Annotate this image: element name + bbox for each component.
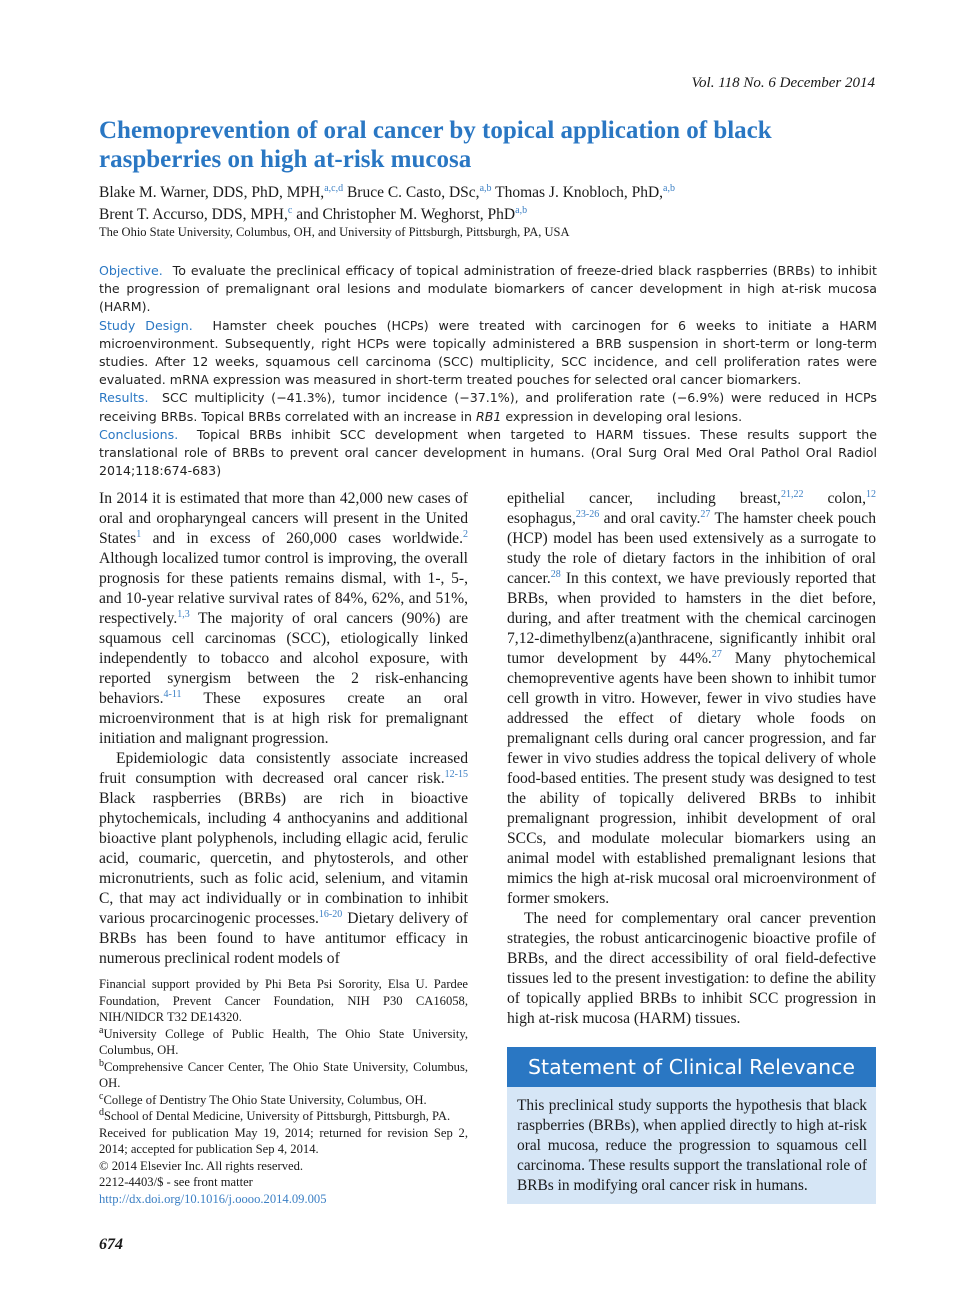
body-paragraph: The need for complementary oral cancer prevention strategies, the robust anticarcinogenic bioactive profile of BRBs, and the direct accessibility of oral field-defective tissues led to the present investigation: to define the ability of topically applied BRBs to inhibit SCC progression in high at-risk mucosa (HARM) tissues. — [507, 910, 876, 1027]
affil-text: School of Dental Medicine, University of Pittsburgh, Pittsburgh, PA. — [104, 1109, 451, 1123]
author-list — [99, 182, 879, 226]
footnotes — [99, 976, 468, 1207]
citation-ref[interactable]: 4-11 — [163, 688, 182, 700]
citation-ref[interactable]: 12-15 — [444, 768, 468, 780]
conclusions-label: Conclusions. — [99, 426, 179, 442]
body-text: Black raspberries (BRBs) are rich in bioactive phytochemicals, including 4 anthocyanins and additional bioactive plant polyphenols, including ellagic acid, ferulic acid, coumaric, quercetin, and phytosterols, and other micronutrients, such as folic acid, selenium, and vitamin C, that may act individually or in combination to inhibit various procarcinogenic processes. — [99, 790, 468, 927]
citation-ref[interactable]: 28 — [550, 568, 561, 580]
author-3-affil[interactable]: a,b — [663, 182, 675, 194]
article-title: Chemoprevention of oral cancer by topical application of black raspberries on high at-risk mucosa — [99, 117, 772, 173]
page-number: 674 — [99, 1236, 123, 1253]
results-label: Results. — [99, 390, 149, 406]
affiliation-line: The Ohio State University, Columbus, OH, and University of Pittsburgh, Pittsburgh, PA, USA — [99, 225, 570, 239]
body-column-left — [99, 489, 468, 969]
body-text: Many phytochemical chemopreventive agents have been shown to inhibit tumor cell growth in vitro. However, fewer in vivo studies have addressed the effect of dietary whole foods on premalignant cells during oral cancer progression, and far fewer in vivo studies address the topical delivery of whole food-based entities. The present study was designed to test the ability of topically delivered BRBs to inhibit premalignant progression, inhibit development of oral SCCs, and modulate molecular biomarkers using an animal model with established premalignant lesions that mimics the high at-risk mucosal oral microenvironment of former smokers. — [507, 650, 876, 907]
citation-ref[interactable]: 21,22 — [780, 488, 804, 500]
author-4-affil[interactable]: c — [287, 204, 293, 216]
affil-mark: b — [99, 1057, 104, 1069]
author-3: Thomas J. Knobloch, PhD, — [495, 184, 664, 201]
affiliation-note — [99, 1026, 468, 1059]
citation-ref[interactable]: 27 — [711, 648, 722, 660]
doi-link[interactable]: http://dx.doi.org/10.1016/j.oooo.2014.09.005 — [99, 1191, 327, 1206]
design-label: Study Design. — [99, 317, 193, 333]
body-text: The hamster cheek pouch (HCP) model has been used extensively as a surrogate to study the role of dietary factors in the inhibition of oral cancer. — [507, 510, 876, 587]
body-text: These exposures create an oral microenvironment that is at high risk for premalignant initiation and malignant progression. — [99, 690, 468, 747]
body-text: Although localized tumor control is improving, the overall prognosis for these patients remains dismal, with 1-, 5-, and 10-year relative survival rates of 84%, 62%, and 51%, respectively. — [99, 550, 468, 627]
author-5-affil[interactable]: a,b — [515, 204, 528, 216]
conclusions-text: Topical BRBs inhibit SCC development when targeted to HARM tissues. These results support the translational role of BRBs to prevent oral cancer development in humans. (Oral Surg Oral Med Oral Pathol Oral Radiol 2014;118:674-683) — [99, 426, 877, 479]
copyright-note: © 2014 Elsevier Inc. All rights reserved. — [99, 1158, 304, 1173]
funding-note: Financial support provided by Phi Beta Psi Sorority, Elsa U. Pardee Foundation, Prevent Cancer Foundation, NIH P30 CA16058, NIH/NIDCR T32 DE14320. — [99, 977, 468, 1024]
body-text: Epidemiologic data consistently associate increased fruit consumption with decreased oral cancer risk. — [99, 750, 468, 787]
affil-text: University College of Public Health, The Ohio State University, Columbus, OH. — [99, 1026, 468, 1057]
body-text: In this context, we have previously reported that BRBs, when provided to hamsters in the diet before, during, and after treatment with the chemical carcinogen 7,12-dimethylbenz(a)anthracene, significantly inhibit oral tumor development by 44%. — [507, 570, 876, 667]
citation-ref[interactable]: 2 — [463, 528, 468, 540]
body-text: esophagus, — [507, 510, 576, 527]
clinical-relevance-text: This preclinical study supports the hypothesis that black raspberries (BRBs), when applied directly to high at-risk oral mucosa, reduce the progression to squamous cell carcinoma. These results support the translational role of BRBs in modifying oral cancer risk in humans. — [517, 1097, 867, 1194]
author-1: Blake M. Warner, DDS, PhD, MPH, — [99, 184, 325, 201]
affil-text: Comprehensive Cancer Center, The Ohio State University, Columbus, OH. — [99, 1059, 468, 1090]
affil-mark: d — [99, 1106, 104, 1118]
author-1-affil[interactable]: a,c,d — [324, 182, 344, 194]
clinical-relevance-box — [507, 1047, 876, 1204]
body-paragraph — [507, 489, 876, 909]
affil-text: College of Dentistry The Ohio State University, Columbus, OH. — [103, 1092, 427, 1107]
body-text: The majority of oral cancers (90%) are squamous cell carcinomas (SCC), etiologically linked independently to tobacco and alcohol exposure, with reported synergism between the 2 risk-enhancing behaviors. — [99, 610, 468, 707]
body-text: colon, — [803, 490, 866, 507]
clinical-relevance-heading: Statement of Clinical Relevance — [507, 1047, 876, 1087]
body-text: In 2014 it is estimated that more than 42,000 new cases of oral and oropharyngeal cancers will present in the United States — [99, 490, 468, 547]
issn-note: 2212-4403/$ - see front matter — [99, 1175, 253, 1189]
abstract-results — [99, 389, 877, 425]
author-4: Brent T. Accurso, DDS, MPH, — [99, 206, 288, 223]
body-paragraph — [99, 489, 468, 749]
objective-text: To evaluate the preclinical efficacy of topical administration of freeze-dried black raspberries (BRBs) to inhibit the progression of premalignant oral lesions and modulate biomarkers of cancer development in high at-risk mucosa (HARM). — [99, 263, 877, 315]
citation-ref[interactable]: 1 — [136, 528, 142, 540]
results-gene: RB1 — [475, 408, 502, 424]
body-text: epithelial cancer, including breast, — [507, 490, 781, 507]
objective-label: Objective. — [99, 263, 163, 278]
citation-ref[interactable]: 23-26 — [575, 508, 600, 520]
journal-issue: Vol. 118 No. 6 December 2014 — [691, 75, 875, 91]
citation-ref[interactable]: 27 — [700, 508, 711, 520]
results-text-a: SCC multiplicity (−41.3%), tumor incidence (−37.1%), and proliferation rate (−6.9%) were reduced in HCPs receiving BRBs. Topical BRBs correlated with an increase in — [99, 390, 877, 424]
abstract-objective — [99, 262, 877, 317]
abstract-conclusions — [99, 426, 877, 481]
affiliation-note — [99, 1108, 468, 1125]
author-5: Christopher M. Weghorst, PhD — [322, 206, 516, 223]
citation-ref[interactable]: 16-20 — [318, 908, 343, 920]
design-text: Hamster cheek pouches (HCPs) were treated with carcinogen for 6 weeks to initiate a HARM microenvironment. Subsequently, right HCPs were topically administered a BRB suspension in short-term or long-term studies. After 12 weeks, squamous cell carcinoma (SCC) multiplicity, SCC incidence, and cell proliferation rates were evaluated. mRNA expression was measured in short-term treated pouches for selected oral cancer biomarkers. — [99, 317, 877, 388]
abstract — [99, 262, 877, 480]
body-text: Dietary delivery of BRBs has been found to have antitumor efficacy in numerous preclinical rodent models of — [99, 910, 468, 967]
doi-note — [99, 1191, 468, 1208]
results-text-b: expression in developing oral lesions. — [501, 408, 743, 424]
affiliation-note — [99, 1092, 468, 1109]
abstract-design — [99, 317, 877, 390]
author-and: and — [296, 206, 319, 223]
author-2-affil[interactable]: a,b — [479, 182, 492, 194]
received-note: Received for publication May 19, 2014; returned for revision Sep 2, 2014; accepted for publication Sep 4, 2014. — [99, 1125, 468, 1156]
affiliation-note — [99, 1059, 468, 1092]
body-text: and oral cavity. — [599, 510, 701, 527]
body-column-right — [507, 489, 876, 1029]
citation-ref[interactable]: 1,3 — [177, 608, 190, 620]
affil-mark: c — [99, 1090, 104, 1102]
body-text: and in excess of 260,000 cases worldwide. — [141, 530, 463, 547]
citation-ref[interactable]: 12 — [866, 488, 876, 500]
body-paragraph — [99, 749, 468, 969]
affil-mark: a — [99, 1024, 104, 1036]
author-2: Bruce C. Casto, DSc, — [346, 184, 480, 201]
